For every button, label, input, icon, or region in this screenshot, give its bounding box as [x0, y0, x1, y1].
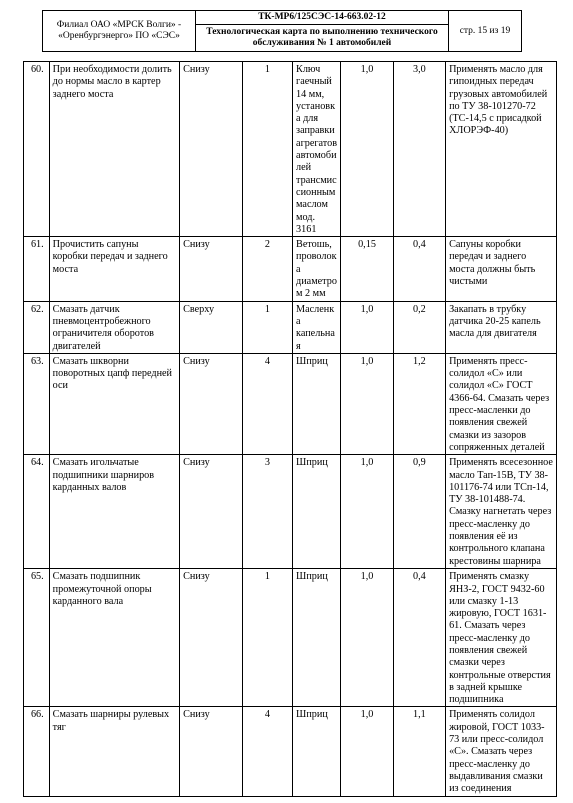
position-cell: Снизу — [180, 707, 243, 796]
tool-cell: Шприц — [293, 353, 341, 454]
labor-cell: 1,0 — [341, 569, 393, 707]
time-cell: 0,9 — [393, 455, 445, 569]
operation-cell: Смазать подшипник промежуточной опоры карданного вала — [49, 569, 179, 707]
tool-cell: Ключ гаечный 14 мм, установка для заправки агрегатов автомобилей трансмиссионным маслом мод. 3161 — [293, 62, 341, 237]
row-number: 65. — [24, 569, 50, 707]
time-cell: 3,0 — [393, 62, 445, 237]
organization-name: Филиал ОАО «МРСК Волги» - «Оренбургэнерго» ПО «СЭС» — [43, 11, 196, 52]
operation-cell: Прочистить сапуны коробки передач и заднего моста — [49, 237, 179, 301]
note-cell: Применять смазку ЯНЗ-2, ГОСТ 9432-60 или смазку 1-13 жировую, ГОСТ 1631-61. Смазать через пресс-масленку до появления свежей смазки через контрольные отверстия в задней крышке подшипника — [446, 569, 557, 707]
operation-cell: Смазать шкворни поворотных цапф передней оси — [49, 353, 179, 454]
position-cell: Снизу — [180, 237, 243, 301]
tool-cell: Ветошь, проволока диаметром 2 мм — [293, 237, 341, 301]
operation-cell: Смазать игольчатые подшипники шарниров карданных валов — [49, 455, 179, 569]
table-row — [24, 455, 557, 569]
note-cell: Закапать в трубку датчика 20-25 капель масла для двигателя — [446, 301, 557, 353]
labor-cell: 1,0 — [341, 62, 393, 237]
quantity-cell: 3 — [242, 455, 292, 569]
table-row — [24, 237, 557, 301]
row-number: 63. — [24, 353, 50, 454]
quantity-cell: 4 — [242, 353, 292, 454]
note-cell: Применять солидол жировой, ГОСТ 1033-73 или пресс-солидол «С». Смазать через пресс-масленку до выдавливания смазки из соединения — [446, 707, 557, 796]
tool-cell: Шприц — [293, 707, 341, 796]
position-cell: Снизу — [180, 353, 243, 454]
time-cell: 1,1 — [393, 707, 445, 796]
document-code: ТК-МР6/125СЭС-14-663.02-12 — [196, 11, 449, 25]
row-number: 62. — [24, 301, 50, 353]
document-header — [42, 10, 522, 52]
labor-cell: 1,0 — [341, 707, 393, 796]
tool-cell: Масленка капельная — [293, 301, 341, 353]
operation-cell: При необходимости долить до нормы масло в картер заднего моста — [49, 62, 179, 237]
document-title: Технологическая карта по выполнению технического обслуживания № 1 автомобилей — [196, 25, 449, 52]
table-row — [24, 353, 557, 454]
tool-cell: Шприц — [293, 455, 341, 569]
quantity-cell: 1 — [242, 62, 292, 237]
time-cell: 0,4 — [393, 237, 445, 301]
quantity-cell: 2 — [242, 237, 292, 301]
quantity-cell: 4 — [242, 707, 292, 796]
operations-table — [23, 61, 557, 797]
table-row — [24, 707, 557, 796]
row-number: 64. — [24, 455, 50, 569]
note-cell: Применять пресс-солидол «С» или солидол «С» ГОСТ 4366-64. Смазать через пресс-масленки до появления свежей смазки из зазоров сопряженных деталей — [446, 353, 557, 454]
page-counter: стр. 15 из 19 — [449, 11, 522, 52]
note-cell: Применять всесезонное масло Тап-15В, ТУ 38-101176-74 или ТСп-14, ТУ 38-101488-74. Смазку нагнетать через пресс-масленку до появления её из контрольного клапана крестовины шарнира — [446, 455, 557, 569]
quantity-cell: 1 — [242, 301, 292, 353]
time-cell: 0,4 — [393, 569, 445, 707]
labor-cell: 1,0 — [341, 301, 393, 353]
row-number: 60. — [24, 62, 50, 237]
position-cell: Снизу — [180, 569, 243, 707]
position-cell: Снизу — [180, 455, 243, 569]
position-cell: Сверху — [180, 301, 243, 353]
table-row — [24, 301, 557, 353]
labor-cell: 1,0 — [341, 353, 393, 454]
note-cell: Применять масло для гипоидных передач грузовых автомобилей по ТУ 38-101270-72 (ТС-14,5 с присадкой ХЛОРЭФ-40) — [446, 62, 557, 237]
row-number: 66. — [24, 707, 50, 796]
labor-cell: 0,15 — [341, 237, 393, 301]
labor-cell: 1,0 — [341, 455, 393, 569]
table-row — [24, 569, 557, 707]
row-number: 61. — [24, 237, 50, 301]
time-cell: 0,2 — [393, 301, 445, 353]
time-cell: 1,2 — [393, 353, 445, 454]
quantity-cell: 1 — [242, 569, 292, 707]
note-cell: Сапуны коробки передач и заднего моста должны быть чистыми — [446, 237, 557, 301]
position-cell: Снизу — [180, 62, 243, 237]
operation-cell: Смазать шарниры рулевых тяг — [49, 707, 179, 796]
tool-cell: Шприц — [293, 569, 341, 707]
table-row — [24, 62, 557, 237]
operation-cell: Смазать датчик пневмоцентробежного ограничителя оборотов двигателей — [49, 301, 179, 353]
